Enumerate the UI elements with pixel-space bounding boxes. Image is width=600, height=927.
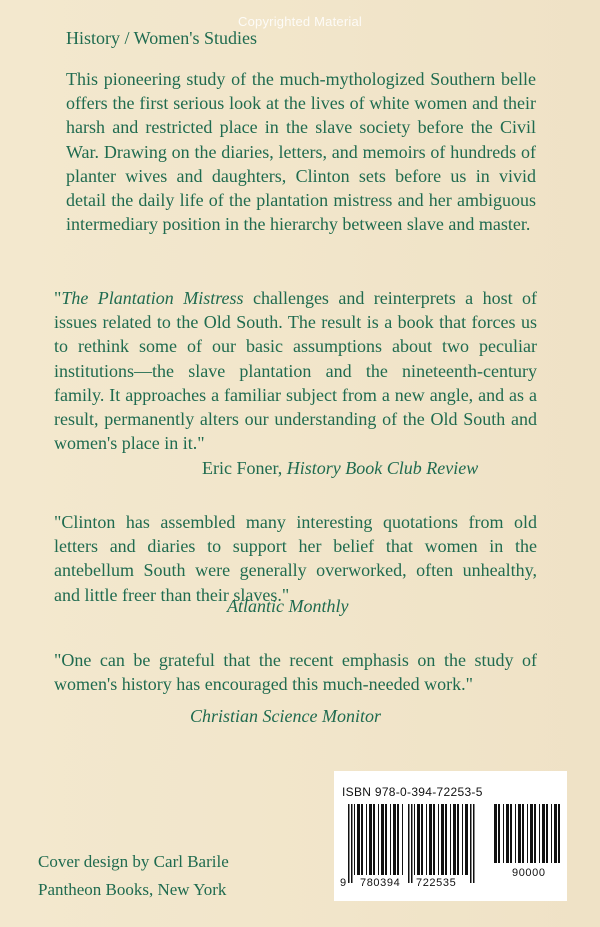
cover-design-credit: Cover design by Carl Barile: [38, 852, 229, 871]
barcode-bar: [369, 804, 372, 875]
isbn-label: ISBN 978-0-394-72253-5: [342, 785, 483, 799]
quote-open-mark: ": [54, 288, 62, 308]
barcode-addon-digits: 90000: [512, 867, 546, 879]
barcode-bar: [385, 804, 387, 875]
barcode-bar: [414, 804, 415, 875]
barcode-guard-bar: [470, 804, 472, 883]
barcode-bar: [554, 804, 557, 863]
review-source-3: [190, 706, 381, 727]
barcode-bar: [542, 804, 545, 863]
barcode-bar: [426, 804, 427, 875]
barcode-guard-bar: [408, 804, 410, 883]
review-quote-1: [54, 286, 537, 455]
barcode-bar: [378, 804, 379, 875]
barcode-bar: [429, 804, 432, 875]
barcode-guard-bar: [348, 804, 350, 883]
barcode-bar: [551, 804, 552, 863]
barcode-bar: [539, 804, 540, 863]
barcode-right-digits: 722535: [416, 877, 457, 889]
publication-name: History Book Club Review: [286, 458, 479, 478]
barcode-bar: [397, 804, 399, 875]
review-source-2: [227, 596, 348, 617]
barcode-bar: [366, 804, 367, 875]
publisher-credit: Pantheon Books, New York: [38, 880, 227, 899]
barcode-bar: [357, 804, 360, 875]
barcode-bar: [506, 804, 509, 863]
barcode-guard-bar: [351, 804, 353, 883]
barcode-bar: [465, 804, 468, 875]
barcode-bar: [518, 804, 521, 863]
isbn-barcode: [334, 771, 567, 901]
book-title-italic: The Plantation Mistress: [61, 288, 244, 308]
barcode-bar: [441, 804, 444, 875]
publication-name: Christian Science Monitor: [190, 706, 381, 726]
category-label: History / Women's Studies: [66, 28, 257, 48]
barcode-bar: [438, 804, 439, 875]
barcode-bar: [462, 804, 463, 875]
barcode-bar: [453, 804, 456, 875]
barcode-bar: [373, 804, 375, 875]
barcode-bar: [417, 804, 420, 875]
barcode-bar: [450, 804, 451, 875]
barcode-bar: [534, 804, 536, 863]
barcode-bar: [527, 804, 528, 863]
book-description: This pioneering study of the much-mythologized Southern belle offers the first serious look at the lives of white women and their harsh and restricted place in the slave society before the Civil War. Drawing on the diaries, letters, and memoirs of hundreds of planter wives and daughters, Clinton sets before us in vivid detail the daily life of the plantation mistress and her ambiguous intermediary position in the hierarchy between slave and master.: [66, 69, 536, 235]
barcode-bar: [503, 804, 504, 863]
barcode-bar: [510, 804, 512, 863]
barcode-lead-digit: 9: [340, 877, 347, 889]
barcode-bar: [433, 804, 435, 875]
review-quote-2: "Clinton has assembled many interesting quotations from old letters and diaries to support her belief that women in the antebellum South were generally overworked, often unhealthy, and little freer than their slaves.": [54, 512, 537, 605]
publication-name: Atlantic Monthly: [227, 596, 349, 616]
barcode-bar: [393, 804, 396, 875]
barcode-bar: [381, 804, 384, 875]
barcode-bar: [421, 804, 423, 875]
barcode-bar: [494, 804, 497, 863]
review-source-1: [202, 458, 478, 479]
barcode-left-digits: 780394: [360, 877, 401, 889]
review-quote-3: "One can be grateful that the recent emphasis on the study of women's history has encouraged this much-needed work.": [54, 650, 537, 695]
barcode-bar: [402, 804, 403, 875]
barcode-bar: [530, 804, 533, 863]
barcode-bar: [457, 804, 459, 875]
barcode-bar: [558, 804, 560, 863]
copyright-watermark: Copyrighted Material: [238, 14, 362, 29]
barcode-bar: [498, 804, 500, 863]
barcode-bar: [361, 804, 363, 875]
barcode-bar: [546, 804, 548, 863]
barcode-guard-bar: [473, 804, 475, 883]
barcode-bar: [390, 804, 391, 875]
barcode-bar: [445, 804, 447, 875]
barcode-guard-bar: [411, 804, 413, 883]
quote-text: challenges and reinterprets a host of issues related to the Old South. The result is a book that forces us to rethink some of our basic assumptions about two peculiar institutions—the slave plantation and the nineteenth-century family. It approaches a familiar subject from a new angle, and as a result, permanently alters our understanding of the Old South and women's place in it.": [54, 288, 537, 454]
reviewer-name: Eric Foner,: [202, 458, 287, 478]
barcode-bar: [354, 804, 355, 875]
barcode-bar: [522, 804, 524, 863]
barcode-bar: [515, 804, 516, 863]
